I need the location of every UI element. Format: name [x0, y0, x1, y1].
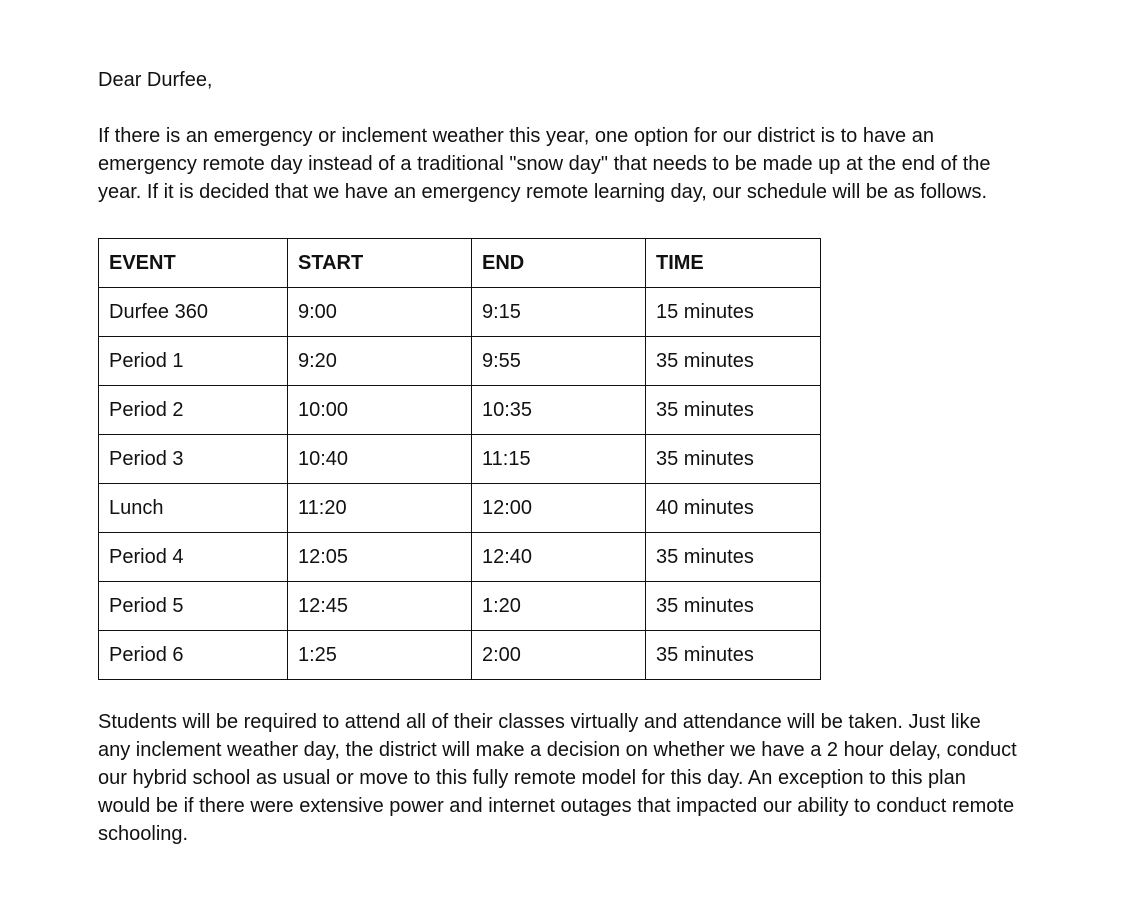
cell-event: Period 4 — [99, 533, 288, 582]
cell-start: 12:05 — [288, 533, 472, 582]
cell-time: 35 minutes — [646, 435, 821, 484]
table-row — [99, 582, 821, 631]
cell-end: 9:55 — [472, 337, 646, 386]
salutation: Dear Durfee, — [98, 69, 213, 91]
table-row — [99, 533, 821, 582]
cell-time: 35 minutes — [646, 631, 821, 680]
header-end: END — [472, 239, 646, 288]
cell-event: Period 2 — [99, 386, 288, 435]
cell-time: 15 minutes — [646, 288, 821, 337]
cell-end: 1:20 — [472, 582, 646, 631]
table-row — [99, 631, 821, 680]
cell-start: 11:20 — [288, 484, 472, 533]
table-row — [99, 484, 821, 533]
cell-time: 35 minutes — [646, 533, 821, 582]
cell-time: 40 minutes — [646, 484, 821, 533]
cell-start: 10:00 — [288, 386, 472, 435]
cell-start: 9:00 — [288, 288, 472, 337]
cell-event: Period 5 — [99, 582, 288, 631]
cell-end: 10:35 — [472, 386, 646, 435]
table-row — [99, 337, 821, 386]
cell-start: 9:20 — [288, 337, 472, 386]
cell-start: 12:45 — [288, 582, 472, 631]
cell-event: Period 3 — [99, 435, 288, 484]
cell-end: 12:00 — [472, 484, 646, 533]
letter-document — [98, 66, 1018, 848]
intro-paragraph: If there is an emergency or inclement weather this year, one option for our district is to have an emergency remote day instead of a traditional "snow day" that needs to be made up at the end of the year. If it is decided that we have an emergency remote learning day, our schedule will be as follows. — [98, 125, 991, 203]
closing-paragraph: Students will be required to attend all of their classes virtually and attendance will be taken. Just like any inclement weather day, the district will make a decision on whether we have a 2 hour delay, conduct our hybrid school as usual or move to this fully remote model for this day. An exception to this plan would be if there were extensive power and internet outages that impacted our ability to conduct remote schooling. — [98, 711, 1017, 845]
cell-start: 1:25 — [288, 631, 472, 680]
cell-event: Durfee 360 — [99, 288, 288, 337]
cell-end: 12:40 — [472, 533, 646, 582]
cell-time: 35 minutes — [646, 582, 821, 631]
table-header-row — [99, 239, 821, 288]
header-event: EVENT — [99, 239, 288, 288]
cell-end: 11:15 — [472, 435, 646, 484]
cell-event: Period 6 — [99, 631, 288, 680]
table-row — [99, 386, 821, 435]
cell-end: 2:00 — [472, 631, 646, 680]
cell-time: 35 minutes — [646, 337, 821, 386]
cell-end: 9:15 — [472, 288, 646, 337]
table-row — [99, 435, 821, 484]
schedule-table — [98, 238, 821, 680]
cell-time: 35 minutes — [646, 386, 821, 435]
table-row — [99, 288, 821, 337]
header-time: TIME — [646, 239, 821, 288]
cell-event: Period 1 — [99, 337, 288, 386]
cell-start: 10:40 — [288, 435, 472, 484]
cell-event: Lunch — [99, 484, 288, 533]
header-start: START — [288, 239, 472, 288]
